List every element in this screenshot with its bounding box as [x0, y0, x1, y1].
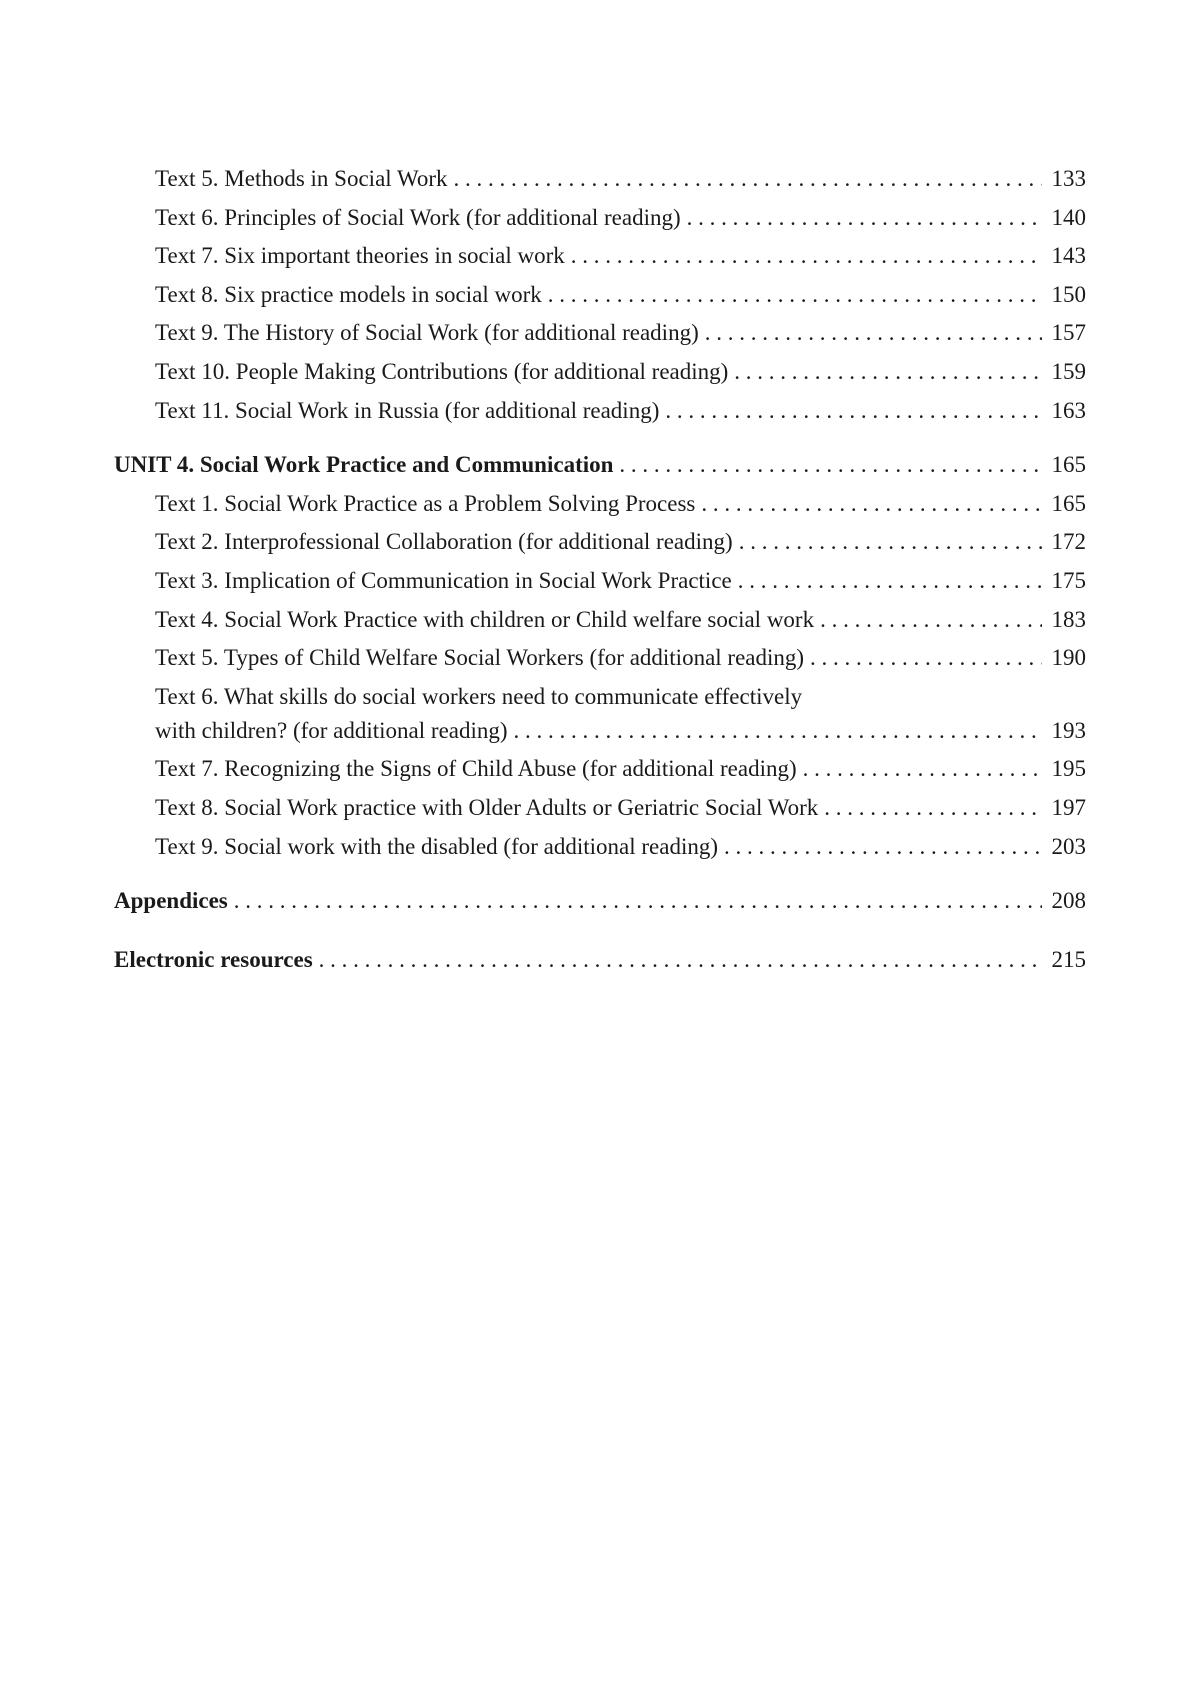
- dot-leader: [701, 487, 1042, 521]
- toc-entry[interactable]: [114, 487, 1086, 526]
- dot-leader: [820, 603, 1042, 637]
- toc-entry[interactable]: [114, 394, 1086, 433]
- toc-unit-heading[interactable]: [114, 448, 1086, 487]
- toc-entry-title: Text 5. Types of Child Welfare Social Workers (for additional reading): [155, 645, 805, 671]
- toc-entry-page: 190: [1051, 645, 1086, 671]
- dot-leader: [319, 943, 1042, 977]
- toc-entry-page: 157: [1051, 320, 1086, 346]
- toc-entry-page: 140: [1051, 204, 1086, 230]
- toc-entry[interactable]: [114, 278, 1086, 317]
- toc-entry[interactable]: [114, 680, 1086, 753]
- toc-entry[interactable]: [114, 791, 1086, 830]
- toc-entry-title: Text 4. Social Work Practice with children or Child welfare social work: [155, 606, 815, 632]
- toc-entry-title-line2: with children? (for additional reading): [155, 717, 508, 743]
- toc-entry-page: 195: [1051, 756, 1086, 782]
- toc-section-appendices[interactable]: [114, 884, 1086, 923]
- toc-unit-title: UNIT 4. Social Work Practice and Communication: [114, 452, 614, 478]
- dot-leader: [810, 641, 1042, 675]
- toc-entry-title: Text 9. The History of Social Work (for additional reading): [155, 320, 699, 346]
- toc-entry-title: Text 10. People Making Contributions (for additional reading): [155, 358, 729, 384]
- toc-entry-title: Text 3. Implication of Communication in Social Work Practice: [155, 567, 732, 593]
- toc-section-page: 215: [1051, 946, 1086, 972]
- toc-entry-page: 203: [1051, 833, 1086, 859]
- toc-entry-title: Text 1. Social Work Practice as a Problem Solving Process: [155, 490, 696, 516]
- toc-entry-title: Text 5. Methods in Social Work: [155, 166, 448, 191]
- toc-entry[interactable]: [114, 162, 1086, 201]
- toc-section-title: Appendices: [114, 888, 228, 914]
- toc-entry-title: Text 7. Six important theories in social work: [155, 243, 565, 269]
- toc-entry-page: 165: [1051, 490, 1086, 516]
- dot-leader: [514, 714, 1042, 748]
- dot-leader: [738, 564, 1042, 598]
- toc-section-electronic-resources[interactable]: [114, 943, 1086, 982]
- toc-section-page: 208: [1051, 888, 1086, 914]
- dot-leader: [734, 355, 1042, 389]
- toc-entry[interactable]: [114, 201, 1086, 240]
- dot-leader: [619, 448, 1042, 482]
- toc-entry-page: 172: [1051, 529, 1086, 555]
- toc-entry-title: Text 7. Recognizing the Signs of Child Abuse (for additional reading): [155, 756, 797, 782]
- toc-unit-page: 165: [1051, 452, 1086, 478]
- dot-leader: [454, 162, 1042, 196]
- toc-entry[interactable]: [114, 355, 1086, 394]
- dot-leader: [571, 239, 1042, 273]
- toc-entry-title: Text 2. Interprofessional Collaboration (for additional reading): [155, 529, 733, 555]
- toc-entry[interactable]: [114, 525, 1086, 564]
- toc-entry-title: Text 6. Principles of Social Work (for additional reading): [155, 204, 681, 230]
- toc-entry-page: 133: [1051, 166, 1086, 191]
- toc-entry[interactable]: [114, 830, 1086, 869]
- toc-section-title: Electronic resources: [114, 946, 313, 972]
- toc-entry-line2: [155, 714, 1086, 753]
- dot-leader: [234, 884, 1042, 918]
- toc-entry-page: 183: [1051, 606, 1086, 632]
- toc-entry[interactable]: [114, 752, 1086, 791]
- dot-leader: [739, 525, 1042, 559]
- toc-entry[interactable]: [114, 641, 1086, 680]
- toc-entry-page: 197: [1051, 794, 1086, 820]
- toc-entry-page: 150: [1051, 281, 1086, 307]
- toc-entry[interactable]: [114, 239, 1086, 278]
- table-of-contents: [114, 162, 1086, 981]
- toc-entry[interactable]: [114, 564, 1086, 603]
- dot-leader: [665, 394, 1042, 428]
- toc-entry-page: 159: [1051, 358, 1086, 384]
- toc-entry-page: 163: [1051, 397, 1086, 423]
- toc-entry-title-line1: Text 6. What skills do social workers need to communicate effectively: [155, 683, 803, 709]
- toc-entry-title: Text 9. Social work with the disabled (for additional reading): [155, 833, 719, 859]
- dot-leader: [803, 752, 1042, 786]
- toc-entry[interactable]: [114, 316, 1086, 355]
- toc-entry-page: 193: [1051, 717, 1086, 743]
- toc-entry-title: Text 8. Six practice models in social work: [155, 281, 542, 307]
- toc-entry[interactable]: [114, 603, 1086, 642]
- dot-leader: [687, 201, 1042, 235]
- dot-leader: [724, 830, 1042, 864]
- dot-leader: [548, 278, 1042, 312]
- dot-leader: [824, 791, 1042, 825]
- toc-entry-title: Text 8. Social Work practice with Older Adults or Geriatric Social Work: [155, 794, 819, 820]
- toc-entry-page: 175: [1051, 567, 1086, 593]
- toc-entry-page: 143: [1051, 243, 1086, 269]
- dot-leader: [705, 316, 1042, 350]
- toc-entry-title: Text 11. Social Work in Russia (for additional reading): [155, 397, 660, 423]
